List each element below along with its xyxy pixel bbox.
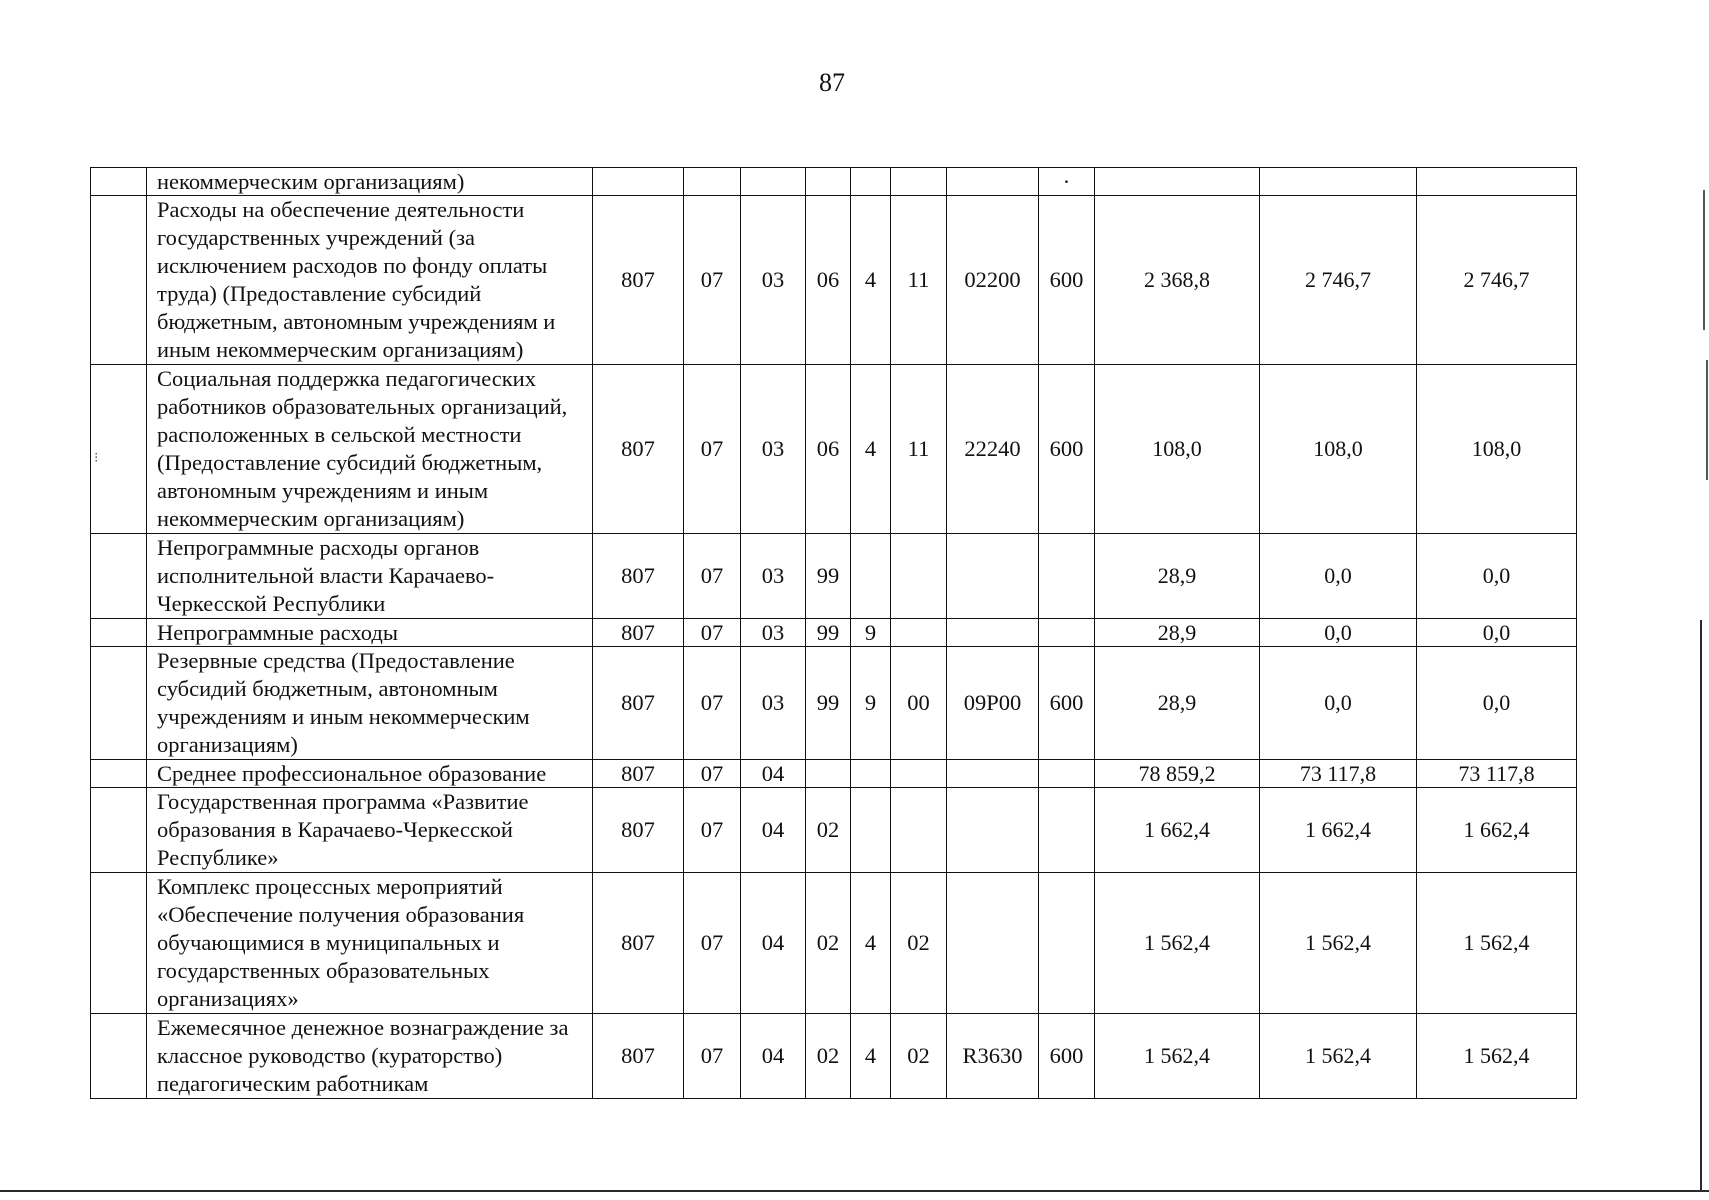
- row-number-cell: [91, 647, 147, 760]
- code-ministry: 807: [593, 760, 684, 788]
- code-subprogram: [891, 168, 947, 196]
- code-subsection: 03: [741, 365, 806, 534]
- value-year-2: 1 562,4: [1260, 873, 1417, 1014]
- scan-mark: [1706, 360, 1708, 480]
- code-section: 07: [684, 196, 741, 365]
- code-ministry: 807: [593, 365, 684, 534]
- code-program-type: [851, 760, 891, 788]
- code-section: 07: [684, 873, 741, 1014]
- value-year-1: 108,0: [1095, 365, 1260, 534]
- code-ministry: 807: [593, 196, 684, 365]
- code-program: 02: [806, 873, 851, 1014]
- code-ministry: 807: [593, 619, 684, 647]
- code-ministry: 807: [593, 1014, 684, 1099]
- row-description: Комплекс процессных мероприятий «Обеспечение получения образования обучающимися в муниципальных и государственных образовательных организациях»: [147, 873, 593, 1014]
- scan-edge-bottom: [0, 1190, 1709, 1192]
- code-expense-type: 600: [1039, 365, 1095, 534]
- row-description: Социальная поддержка педагогических работников образовательных организаций, расположенных в сельской местности (Предоставление субсидий бюджетным, автономным учреждениям и иным некоммерческим организациям): [147, 365, 593, 534]
- row-description: Расходы на обеспечение деятельности государственных учреждений (за исключением расходов по фонду оплаты труда) (Предоставление субсидий бюджетным, автономным учреждениям и иным некоммерческим организациям): [147, 196, 593, 365]
- code-subsection: 03: [741, 196, 806, 365]
- budget-table: [90, 167, 1577, 1099]
- code-expense-type: 600: [1039, 1014, 1095, 1099]
- code-subsection: 04: [741, 760, 806, 788]
- row-number-cell: [91, 168, 147, 196]
- code-section: [684, 168, 741, 196]
- value-year-2: 73 117,8: [1260, 760, 1417, 788]
- code-program: 02: [806, 1014, 851, 1099]
- table-row: [91, 873, 1577, 1014]
- row-description: Ежемесячное денежное вознаграждение за классное руководство (кураторство) педагогическим работникам: [147, 1014, 593, 1099]
- value-year-3: 2 746,7: [1417, 196, 1577, 365]
- code-program: 99: [806, 647, 851, 760]
- code-direction: [947, 168, 1039, 196]
- code-program: 02: [806, 788, 851, 873]
- code-expense-type: [1039, 534, 1095, 619]
- value-year-3: 73 117,8: [1417, 760, 1577, 788]
- row-description: Резервные средства (Предоставление субсидий бюджетным, автономным учреждениям и иным некоммерческим организациям): [147, 647, 593, 760]
- code-subsection: 04: [741, 1014, 806, 1099]
- code-subprogram: 02: [891, 873, 947, 1014]
- code-expense-type: 600: [1039, 196, 1095, 365]
- table-row: [91, 534, 1577, 619]
- code-section: 07: [684, 1014, 741, 1099]
- code-program-type: 4: [851, 365, 891, 534]
- value-year-3: 1 662,4: [1417, 788, 1577, 873]
- row-description: некоммерческим организациям): [147, 168, 593, 196]
- table-row: [91, 760, 1577, 788]
- code-program-type: 4: [851, 1014, 891, 1099]
- table-row: [91, 365, 1577, 534]
- code-direction: R3630: [947, 1014, 1039, 1099]
- row-number-cell: [91, 619, 147, 647]
- code-direction: [947, 788, 1039, 873]
- code-expense-type: [1039, 168, 1095, 196]
- value-year-3: 0,0: [1417, 647, 1577, 760]
- table-row: [91, 647, 1577, 760]
- code-direction: [947, 534, 1039, 619]
- code-program-type: [851, 788, 891, 873]
- code-program: [806, 168, 851, 196]
- value-year-2: 1 662,4: [1260, 788, 1417, 873]
- code-section: 07: [684, 365, 741, 534]
- row-description: Среднее профессиональное образование: [147, 760, 593, 788]
- code-subprogram: [891, 788, 947, 873]
- code-subprogram: 11: [891, 196, 947, 365]
- value-year-2: 0,0: [1260, 619, 1417, 647]
- scan-mark: [1703, 190, 1705, 330]
- code-expense-type: 600: [1039, 647, 1095, 760]
- code-ministry: [593, 168, 684, 196]
- value-year-1: 1 662,4: [1095, 788, 1260, 873]
- row-description: Непрограммные расходы органов исполнительной власти Карачаево-Черкесской Республики: [147, 534, 593, 619]
- dot-mark: ·: [1062, 169, 1071, 194]
- code-program: 06: [806, 196, 851, 365]
- value-year-2: [1260, 168, 1417, 196]
- code-subprogram: [891, 619, 947, 647]
- code-ministry: 807: [593, 873, 684, 1014]
- value-year-1: 1 562,4: [1095, 1014, 1260, 1099]
- value-year-3: 1 562,4: [1417, 1014, 1577, 1099]
- code-subsection: [741, 168, 806, 196]
- row-number-cell: [91, 534, 147, 619]
- code-direction: 09Р00: [947, 647, 1039, 760]
- row-number-cell: [91, 788, 147, 873]
- value-year-3: 1 562,4: [1417, 873, 1577, 1014]
- code-expense-type: [1039, 619, 1095, 647]
- code-subprogram: [891, 534, 947, 619]
- value-year-1: 2 368,8: [1095, 196, 1260, 365]
- value-year-1: 28,9: [1095, 647, 1260, 760]
- code-ministry: 807: [593, 534, 684, 619]
- value-year-2: 108,0: [1260, 365, 1417, 534]
- code-direction: 02200: [947, 196, 1039, 365]
- table-row: [91, 619, 1577, 647]
- code-subsection: 04: [741, 788, 806, 873]
- code-direction: [947, 760, 1039, 788]
- code-ministry: 807: [593, 647, 684, 760]
- code-subsection: 03: [741, 647, 806, 760]
- code-subprogram: 02: [891, 1014, 947, 1099]
- code-direction: [947, 873, 1039, 1014]
- code-program-type: [851, 168, 891, 196]
- value-year-1: 28,9: [1095, 619, 1260, 647]
- value-year-1: [1095, 168, 1260, 196]
- row-number-cell: [91, 1014, 147, 1099]
- row-number-cell: [91, 873, 147, 1014]
- code-direction: [947, 619, 1039, 647]
- code-subprogram: [891, 760, 947, 788]
- row-number-cell: [91, 760, 147, 788]
- code-ministry: 807: [593, 788, 684, 873]
- code-subsection: 03: [741, 619, 806, 647]
- row-number-cell: [91, 365, 147, 534]
- code-section: 07: [684, 647, 741, 760]
- code-program-type: 9: [851, 619, 891, 647]
- code-program: 99: [806, 619, 851, 647]
- row-description: Государственная программа «Развитие образования в Карачаево-Черкесской Республике»: [147, 788, 593, 873]
- code-program: 99: [806, 534, 851, 619]
- code-program: 06: [806, 365, 851, 534]
- code-section: 07: [684, 619, 741, 647]
- code-program-type: 4: [851, 873, 891, 1014]
- table-row: [91, 1014, 1577, 1099]
- code-expense-type: [1039, 760, 1095, 788]
- value-year-1: 1 562,4: [1095, 873, 1260, 1014]
- value-year-2: 0,0: [1260, 534, 1417, 619]
- scan-edge-right: [1700, 620, 1702, 1190]
- code-section: 07: [684, 788, 741, 873]
- page-number: 87: [819, 68, 845, 97]
- code-subsection: 03: [741, 534, 806, 619]
- value-year-3: 0,0: [1417, 534, 1577, 619]
- value-year-2: 2 746,7: [1260, 196, 1417, 365]
- code-section: 07: [684, 534, 741, 619]
- value-year-3: 108,0: [1417, 365, 1577, 534]
- table-row: [91, 788, 1577, 873]
- value-year-3: [1417, 168, 1577, 196]
- code-program-type: 9: [851, 647, 891, 760]
- value-year-2: 1 562,4: [1260, 1014, 1417, 1099]
- code-direction: 22240: [947, 365, 1039, 534]
- code-subprogram: 11: [891, 365, 947, 534]
- value-year-2: 0,0: [1260, 647, 1417, 760]
- code-expense-type: [1039, 873, 1095, 1014]
- code-subprogram: 00: [891, 647, 947, 760]
- code-expense-type: [1039, 788, 1095, 873]
- code-program-type: 4: [851, 196, 891, 365]
- scan-speck: ⁝: [94, 451, 99, 466]
- code-program-type: [851, 534, 891, 619]
- code-section: 07: [684, 760, 741, 788]
- code-program: [806, 760, 851, 788]
- value-year-1: 78 859,2: [1095, 760, 1260, 788]
- row-number-cell: [91, 196, 147, 365]
- table-row: [91, 196, 1577, 365]
- value-year-1: 28,9: [1095, 534, 1260, 619]
- table-row: [91, 168, 1577, 196]
- row-description: Непрограммные расходы: [147, 619, 593, 647]
- value-year-3: 0,0: [1417, 619, 1577, 647]
- code-subsection: 04: [741, 873, 806, 1014]
